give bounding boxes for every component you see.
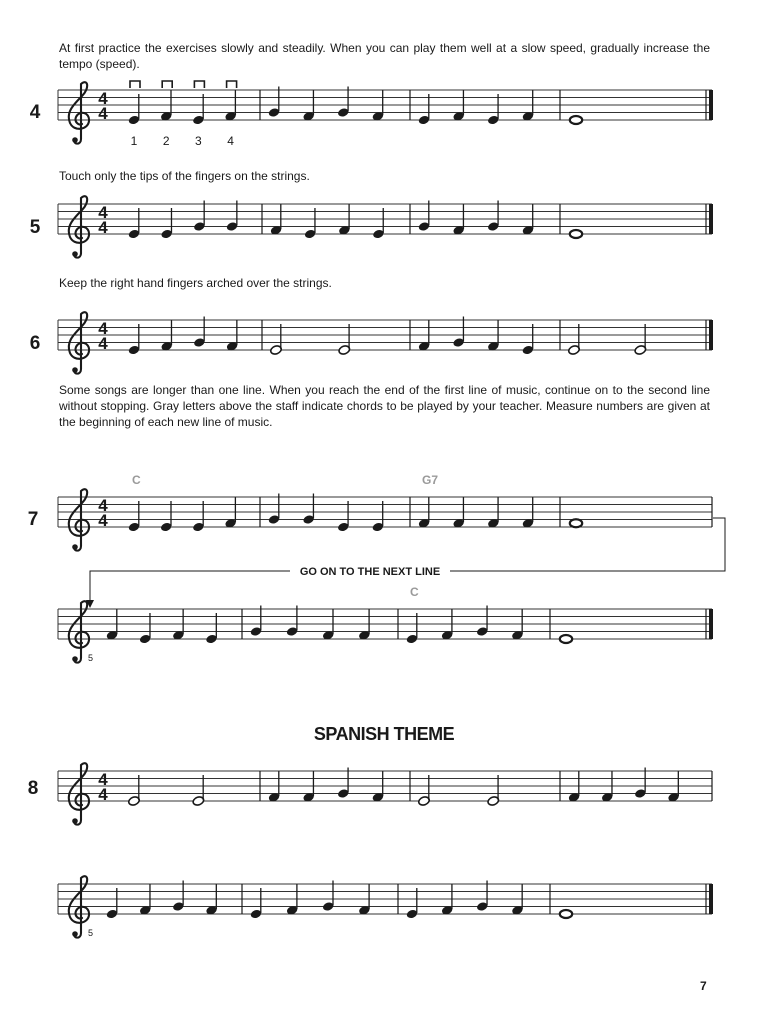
- rest-stroke-mark: [227, 81, 237, 88]
- time-signature-top: 4: [98, 770, 108, 789]
- time-signature-bottom: 4: [98, 785, 108, 804]
- time-signature-bottom: 4: [98, 511, 108, 530]
- final-bar-thick: [709, 320, 713, 350]
- time-signature-bottom: 4: [98, 104, 108, 123]
- time-signature-bottom: 4: [98, 334, 108, 353]
- whole-note: [570, 116, 582, 124]
- exercise-number-6: 6: [29, 333, 41, 354]
- whole-note: [560, 635, 572, 643]
- rest-stroke-mark: [194, 81, 204, 88]
- exercise-6-instruction: Keep the right hand fingers arched over the strings.: [59, 276, 332, 290]
- time-signature-top: 4: [98, 319, 108, 338]
- whole-note: [570, 519, 582, 527]
- fingering-number: 4: [227, 134, 234, 148]
- treble-clef-dot: [72, 367, 78, 373]
- time-signature-top: 4: [98, 89, 108, 108]
- chord-label: C: [410, 585, 419, 599]
- time-signature-top: 4: [98, 203, 108, 222]
- fingering-number: 2: [162, 134, 170, 148]
- rest-stroke-mark: [130, 81, 140, 88]
- exercise-5-instruction: Touch only the tips of the fingers on the strings.: [59, 169, 310, 183]
- final-bar-thick: [709, 204, 713, 234]
- chord-label: C: [132, 473, 141, 487]
- final-bar-thick: [709, 90, 713, 120]
- whole-note: [560, 910, 572, 918]
- treble-clef-dot: [72, 137, 78, 143]
- final-bar-thick: [709, 609, 713, 639]
- treble-clef-dot: [72, 931, 78, 937]
- final-bar-thick: [709, 884, 713, 914]
- exercise-number-7: 7: [27, 509, 39, 530]
- chord-label: G7: [422, 473, 439, 487]
- treble-clef-dot: [72, 544, 78, 550]
- exercise-number-5: 5: [29, 217, 41, 238]
- treble-clef-dot: [72, 656, 78, 662]
- exercise-7-instruction: Some songs are longer than one line. When you reach the end of the first line of music, continue on to the second line without stopping. Gray letters above the staff indicate chords to be played by your teacher. Measure numbers are given at the beginning of each new line of music.: [59, 383, 710, 429]
- treble-clef-dot: [72, 818, 78, 824]
- page-number: 7: [700, 979, 707, 993]
- exercise-number-4: 4: [29, 102, 41, 123]
- intro-paragraph: At first practice the exercises slowly and steadily. When you can play them well at a slow speed, gradually increase the tempo (speed).: [59, 41, 710, 71]
- measure-number: 5: [88, 928, 94, 938]
- time-signature-bottom: 4: [98, 218, 108, 237]
- whole-note: [570, 230, 582, 238]
- measure-number: 5: [88, 653, 94, 663]
- connector-line: [90, 571, 290, 605]
- song-title: SPANISH THEME: [313, 724, 455, 744]
- time-signature-top: 4: [98, 496, 108, 515]
- rest-stroke-mark: [162, 81, 172, 88]
- fingering-number: 1: [130, 134, 138, 148]
- fingering-number: 3: [195, 134, 202, 148]
- exercise-number-8: 8: [27, 778, 39, 799]
- treble-clef-dot: [72, 251, 78, 257]
- connector-label: GO ON TO THE NEXT LINE: [299, 566, 441, 578]
